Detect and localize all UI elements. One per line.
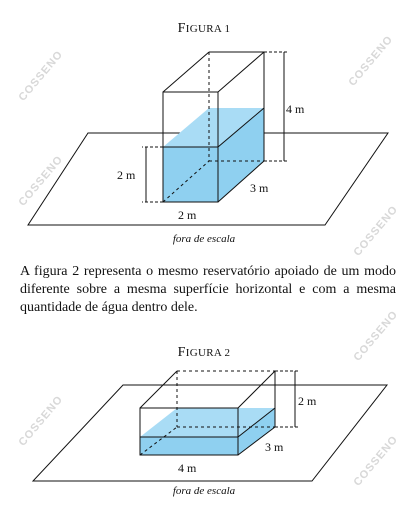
figure-1-title: FIGURA 1 xyxy=(177,21,231,36)
figure-1-height-total-label: 4 m xyxy=(286,102,305,116)
watermark: COSSENO xyxy=(16,393,66,449)
figure-2-caption: fora de escala xyxy=(172,485,236,497)
watermark: COSSENO xyxy=(16,48,66,104)
figure-1-depth-label: 3 m xyxy=(250,181,269,195)
figure-2-title: FIGURA 2 xyxy=(177,345,231,360)
watermark: COSSENO xyxy=(351,433,401,489)
figure-1-water-height-label: 2 m xyxy=(117,168,136,182)
figure-2-height-label: 2 m xyxy=(298,394,317,408)
figure-2-width-label: 4 m xyxy=(178,461,197,475)
watermark: COSSENO xyxy=(351,203,401,259)
figure-1-caption: fora de escala xyxy=(172,233,236,245)
watermark: COSSENO xyxy=(351,308,401,364)
description-paragraph: A figura 2 representa o mesmo reservatório apoiado de um modo diferente sobre a mesma superfície horizontal e com a mesma quantidade de água dentro dele. xyxy=(20,264,396,315)
figure-1-water-front xyxy=(163,147,218,202)
figure-2-depth-label: 3 m xyxy=(265,440,284,454)
watermark: COSSENO xyxy=(346,33,396,89)
figure-2-water-front xyxy=(140,437,238,455)
figure-1-width-label: 2 m xyxy=(178,208,197,222)
watermark: COSSENO xyxy=(16,153,66,209)
